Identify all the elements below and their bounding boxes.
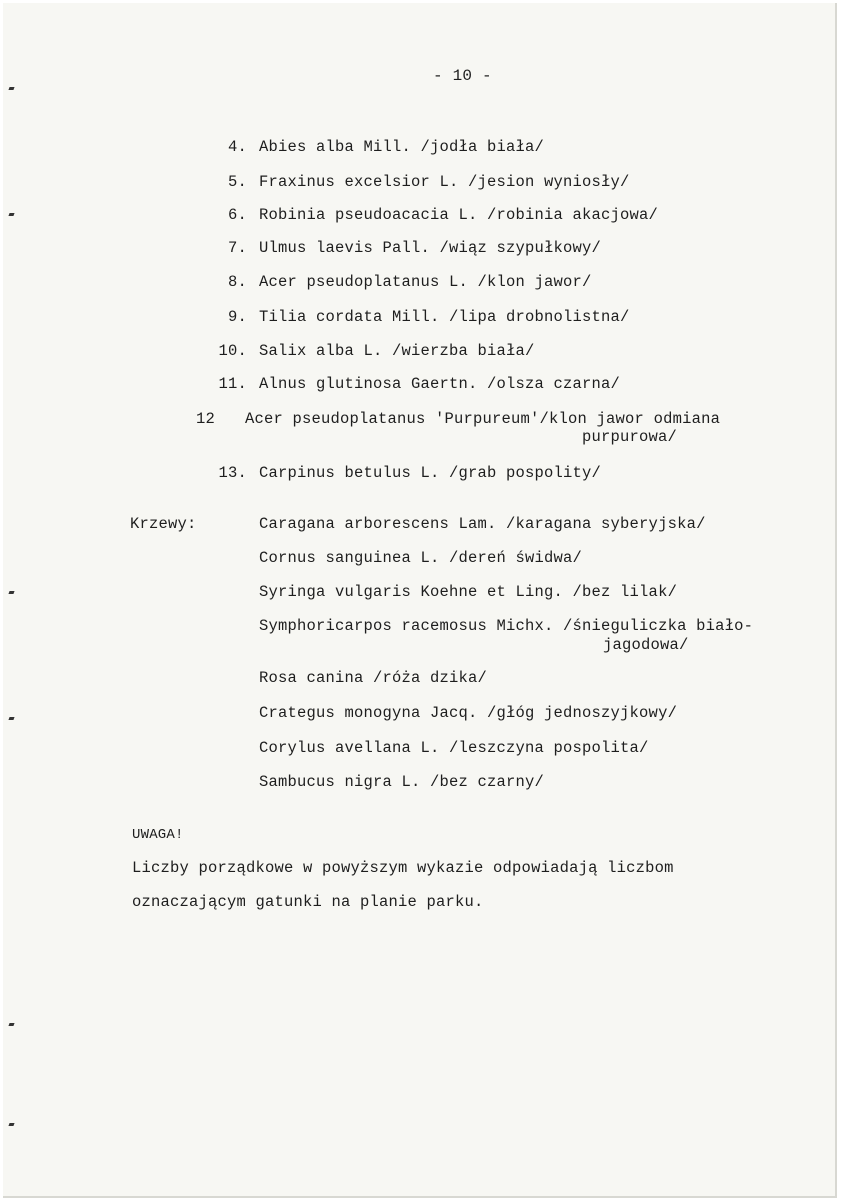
item-number: 8. (227, 273, 247, 291)
list-item: Corylus avellana L. /leszczyna pospolita/ (259, 739, 649, 757)
punch-mark (8, 87, 14, 90)
item-number: 12 (196, 410, 216, 428)
document-page (3, 3, 837, 1198)
note-heading: UWAGA! (132, 827, 184, 843)
item-text: Acer pseudoplatanus L. /klon jawor/ (259, 273, 592, 291)
list-item (3, 342, 835, 360)
item-text: Salix alba L. /wierzba biała/ (259, 342, 535, 360)
list-item: Sambucus nigra L. /bez czarny/ (259, 773, 545, 791)
list-item: Symphoricarpos racemosus Michx. /śnieguliczka biało- (259, 617, 754, 635)
item-text: Abies alba Mill. /jodła biała/ (259, 138, 545, 156)
item-continuation: jagodowa/ (603, 636, 689, 654)
item-text: Carpinus betulus L. /grab pospolity/ (259, 464, 602, 482)
shrubs-label: Krzewy: (130, 515, 197, 533)
item-number: 11. (218, 375, 247, 393)
list-item: Cornus sanguinea L. /dereń świdwa/ (259, 549, 583, 567)
list-item (3, 273, 835, 291)
punch-mark (8, 591, 14, 594)
punch-mark (8, 1023, 14, 1026)
item-number: 10. (218, 342, 247, 360)
list-item (3, 206, 835, 224)
item-text: Tilia cordata Mill. /lipa drobnolistna/ (259, 308, 630, 326)
item-continuation: purpurowa/ (582, 428, 678, 446)
item-text: Fraxinus excelsior L. /jesion wyniosły/ (259, 173, 630, 191)
list-item (3, 239, 835, 257)
list-item (3, 138, 835, 156)
note-line: oznaczającym gatunki na planie parku. (132, 893, 484, 911)
item-text: Robinia pseudoacacia L. /robinia akacjowa/ (259, 206, 659, 224)
list-item: Rosa canina /róża dzika/ (259, 669, 488, 687)
item-number: 5. (227, 173, 247, 191)
list-item (3, 464, 835, 482)
list-item (3, 173, 835, 191)
item-text: Alnus glutinosa Gaertn. /olsza czarna/ (259, 375, 621, 393)
list-item (3, 375, 835, 393)
punch-mark (8, 1123, 14, 1126)
item-text: Ulmus laevis Pall. /wiąz szypułkowy/ (259, 239, 602, 257)
list-item (3, 308, 835, 326)
item-number: 13. (218, 464, 247, 482)
page-number: - 10 - (433, 67, 492, 85)
item-number: 7. (227, 239, 247, 257)
list-item: Syringa vulgaris Koehne et Ling. /bez lilak/ (259, 583, 678, 601)
list-item: Crategus monogyna Jacq. /głóg jednoszyjkowy/ (259, 704, 678, 722)
item-text: Acer pseudoplatanus 'Purpureum'/klon jawor odmiana (245, 410, 721, 428)
item-number: 4. (227, 138, 247, 156)
list-item: Caragana arborescens Lam. /karagana syberyjska/ (259, 515, 706, 533)
item-number: 6. (227, 206, 247, 224)
list-item (3, 410, 835, 450)
punch-mark (8, 717, 14, 720)
item-number: 9. (227, 308, 247, 326)
note-line: Liczby porządkowe w powyższym wykazie odpowiadają liczbom (132, 859, 674, 877)
